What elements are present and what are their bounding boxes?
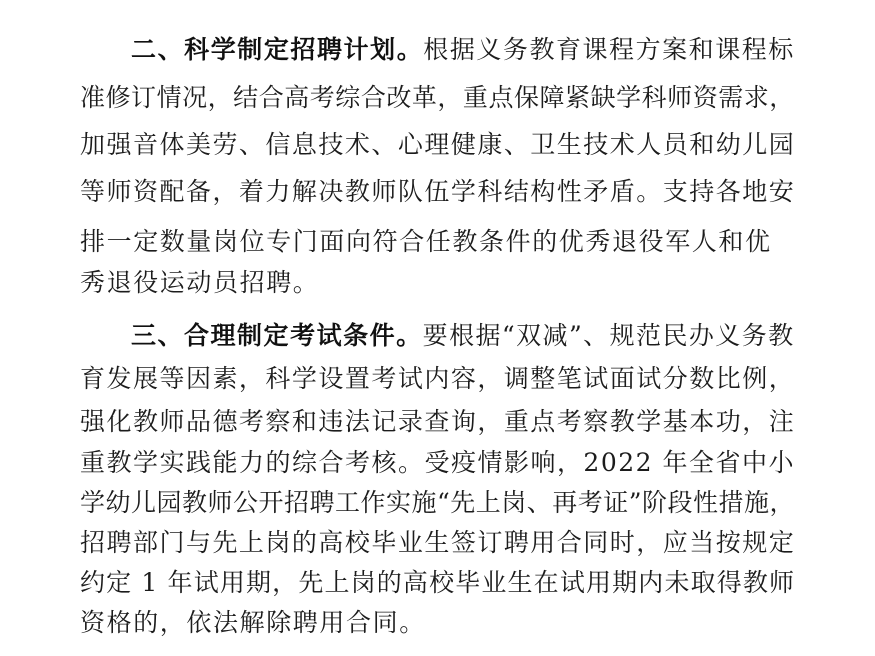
section2-text-1: 根据义务教育课程方案和课程标	[423, 35, 795, 64]
section3-line-6: 招聘部门与先上岗的高校毕业生签订聘用合同时，应当按规定	[80, 528, 796, 557]
section3-line-4: 重教学实践能力的综合考核。受疫情影响，2022 年全省中小	[80, 448, 795, 477]
section2-heading: 二、科学制定招聘计划。	[131, 35, 424, 64]
section3-line-2: 育发展等因素，科学设置考试内容，调整笔试面试分数比例，	[80, 364, 796, 393]
section2-line-3: 加强音体美劳、信息技术、心理健康、卫生技术人员和幼儿园	[80, 130, 796, 159]
section3-line-3: 强化教师品德考察和违法记录查询，重点考察教学基本功，注	[80, 407, 796, 436]
section3-heading: 三、合理制定考试条件。	[131, 321, 423, 350]
section3-line-8: 资格的，依法解除聘用合同。	[80, 608, 426, 637]
section3-line-1	[131, 316, 795, 356]
section3-line-7: 约定 1 年试用期，先上岗的高校毕业生在试用期内未取得教师	[80, 568, 796, 597]
section2-line-1	[131, 30, 795, 70]
section2-line-2: 准修订情况，结合高考综合改革，重点保障紧缺学科师资需求，	[80, 83, 795, 112]
section2-line-5: 排一定数量岗位专门面向符合任教条件的优秀退役军人和优	[80, 227, 772, 256]
section3-line-5: 学幼儿园教师公开招聘工作实施“先上岗、再考证”阶段性措施，	[80, 488, 795, 517]
section2-line-6: 秀退役运动员招聘。	[80, 268, 320, 297]
section2-line-4: 等师资配备，着力解决教师队伍学科结构性矛盾。支持各地安	[80, 177, 796, 206]
section3-text-1: 要根据“双减”、规范民办义务教	[422, 321, 795, 350]
